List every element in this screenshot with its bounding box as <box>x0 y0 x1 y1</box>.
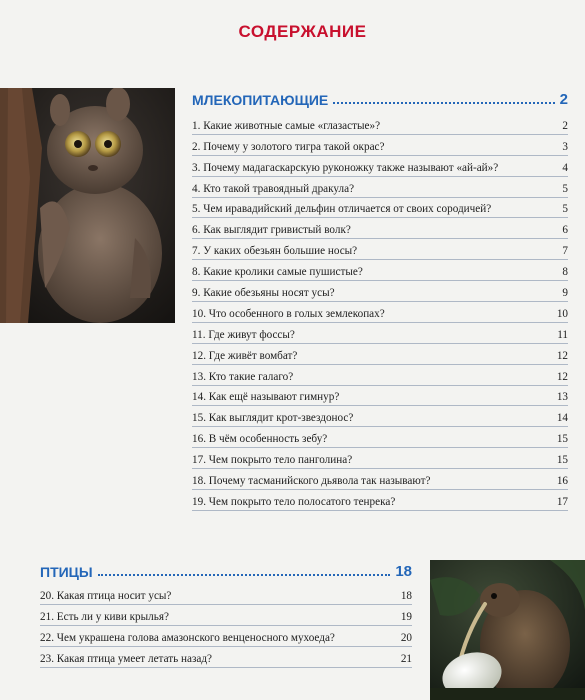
toc-entry[interactable] <box>192 156 568 177</box>
toc-entry-text: 14. Как ещё называют гимнур? <box>192 391 340 404</box>
toc-entry-page: 12 <box>556 370 568 383</box>
kiwi-photo <box>430 560 585 700</box>
toc-entry[interactable] <box>192 469 568 490</box>
toc-entry-text: 10. Что особенного в голых землекопах? <box>192 307 385 320</box>
toc-entry[interactable] <box>40 605 412 626</box>
toc-entry[interactable] <box>192 135 568 156</box>
toc-entry-page: 3 <box>562 140 568 153</box>
toc-entry-page: 18 <box>400 589 412 602</box>
toc-entry-text: 19. Чем покрыто тело полосатого тенрека? <box>192 495 396 508</box>
mammals-heading-label: МЛЕКОПИТАЮЩИЕ <box>192 92 329 108</box>
toc-entry-page: 21 <box>400 652 412 665</box>
mammals-toc-list <box>192 114 568 511</box>
birds-heading-label: ПТИЦЫ <box>40 564 93 580</box>
toc-entry-text: 3. Почему мадагаскарскую руконожку также называют «ай-ай»? <box>192 161 499 174</box>
toc-entry-text: 12. Где живёт вомбат? <box>192 349 298 362</box>
toc-entry[interactable] <box>192 114 568 135</box>
toc-entry-text: 23. Какая птица умеет летать назад? <box>40 652 213 665</box>
toc-entry-page: 5 <box>562 203 568 216</box>
toc-entry[interactable] <box>192 198 568 219</box>
page-title: СОДЕРЖАНИЕ <box>238 22 367 41</box>
toc-entry[interactable] <box>192 344 568 365</box>
toc-entry[interactable] <box>192 323 568 344</box>
toc-entry[interactable] <box>192 427 568 448</box>
toc-entry-text: 7. У каких обезьян большие носы? <box>192 245 358 258</box>
toc-entry-text: 5. Чем иравадийский дельфин отличается от своих сородичей? <box>192 203 492 216</box>
toc-entry[interactable] <box>192 239 568 260</box>
toc-entry-page: 16 <box>556 475 568 488</box>
toc-entry-text: 11. Где живут фоссы? <box>192 328 295 341</box>
toc-entry[interactable] <box>192 406 568 427</box>
toc-entry[interactable] <box>40 584 412 605</box>
toc-entry-text: 17. Чем покрыто тело панголина? <box>192 454 353 467</box>
toc-entry-page: 13 <box>556 391 568 404</box>
toc-entry[interactable] <box>40 626 412 647</box>
toc-entry-text: 22. Чем украшена голова амазонского венценосного мухоеда? <box>40 631 335 644</box>
toc-entry[interactable] <box>192 386 568 407</box>
toc-entry-page: 11 <box>557 328 568 341</box>
toc-entry[interactable] <box>192 177 568 198</box>
birds-toc-list <box>40 584 412 668</box>
toc-entry-page: 5 <box>562 182 568 195</box>
toc-entry-text: 13. Кто такие галаго? <box>192 370 294 383</box>
toc-entry[interactable] <box>192 490 568 511</box>
toc-entry-text: 21. Есть ли у киви крылья? <box>40 610 169 623</box>
mammals-section-heading[interactable] <box>192 91 568 108</box>
toc-entry-text: 20. Какая птица носит усы? <box>40 589 172 602</box>
toc-entry-text: 6. Как выглядит гривистый волк? <box>192 224 351 237</box>
toc-entry-page: 9 <box>562 287 568 300</box>
toc-entry-page: 15 <box>556 433 568 446</box>
toc-entry-page: 8 <box>562 266 568 279</box>
dotted-leader <box>98 574 391 576</box>
toc-entry[interactable] <box>192 218 568 239</box>
birds-section-heading[interactable] <box>40 563 412 580</box>
toc-entry-text: 15. Как выглядит крот-звездонос? <box>192 412 354 425</box>
toc-entry[interactable] <box>192 302 568 323</box>
toc-entry-page: 20 <box>400 631 412 644</box>
toc-entry-text: 9. Какие обезьяны носят усы? <box>192 287 335 300</box>
toc-entry-page: 6 <box>562 224 568 237</box>
toc-entry-text: 1. Какие животные самые «глазастые»? <box>192 119 381 132</box>
toc-entry-page: 12 <box>556 349 568 362</box>
mammals-heading-page: 2 <box>559 91 568 108</box>
toc-entry-page: 14 <box>556 412 568 425</box>
toc-entry[interactable] <box>40 647 412 668</box>
toc-entry-page: 19 <box>400 610 412 623</box>
tarsier-photo <box>0 88 175 323</box>
toc-entry-page: 10 <box>556 307 568 320</box>
dotted-leader <box>333 102 554 104</box>
toc-entry[interactable] <box>192 281 568 302</box>
toc-entry-page: 7 <box>562 245 568 258</box>
toc-entry[interactable] <box>192 260 568 281</box>
toc-entry-page: 15 <box>556 454 568 467</box>
toc-entry[interactable] <box>192 365 568 386</box>
toc-entry-text: 16. В чём особенность зебу? <box>192 433 328 446</box>
toc-entry-text: 8. Какие кролики самые пушистые? <box>192 266 363 279</box>
toc-entry-page: 2 <box>562 119 568 132</box>
toc-entry-page: 4 <box>562 161 568 174</box>
birds-heading-page: 18 <box>395 563 412 580</box>
toc-entry-text: 4. Кто такой травоядный дракула? <box>192 182 355 195</box>
toc-entry-text: 18. Почему тасманийского дьявола так называют? <box>192 475 431 488</box>
toc-entry[interactable] <box>192 448 568 469</box>
toc-entry-text: 2. Почему у золотого тигра такой окрас? <box>192 140 385 153</box>
toc-entry-page: 17 <box>556 495 568 508</box>
